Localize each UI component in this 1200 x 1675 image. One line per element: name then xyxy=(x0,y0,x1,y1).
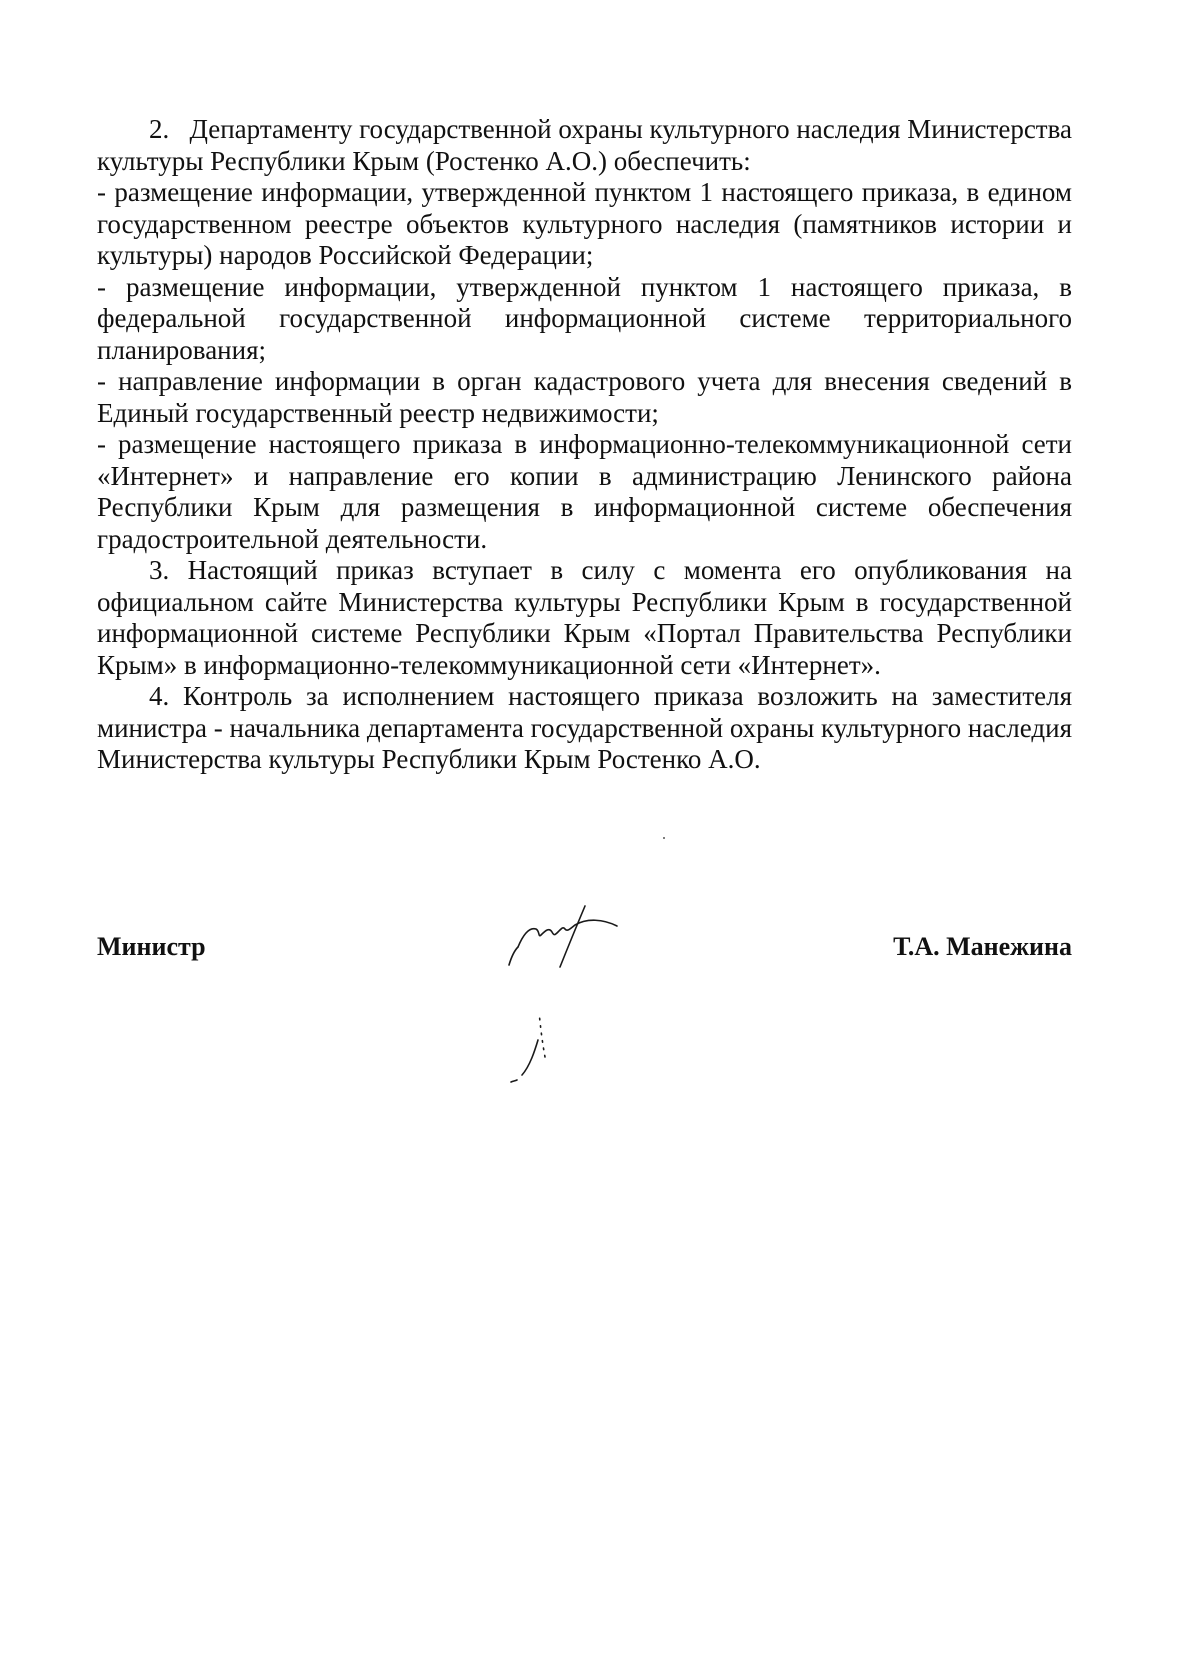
paragraph-bullet-3: - направление информации в орган кадастрового учета для внесения сведений в Единый государственный реестр недвижимости; xyxy=(97,366,1072,428)
handwritten-signature xyxy=(505,905,670,1090)
paragraph-bullet-4: - размещение настоящего приказа в информационно-телекоммуникационной сети «Интернет» и направление его копии в администрацию Ленинского района Республики Крым для размещения в информационной системе обеспечения градостроительной деятельности. xyxy=(97,429,1072,554)
document-body xyxy=(97,114,1072,776)
paragraph-bullet-1: - размещение информации, утвержденной пунктом 1 настоящего приказа, в едином государственном реестре объектов культурного наследия (памятников истории и культуры) народов Российской Федерации; xyxy=(97,177,1072,270)
paragraph-item-3: 3. Настоящий приказ вступает в силу с момента его опубликования на официальном сайте Министерства культуры Республики Крым в государственной информационной системе Республики Крым «Портал Правительства Республики Крым» в информационно-телекоммуникационной сети «Интернет». xyxy=(97,555,1072,680)
paragraph-item-4: 4. Контроль за исполнением настоящего приказа возложить на заместителя министра - начальника департамента государственной охраны культурного наследия Министерства культуры Республики Крым Ростенко А.О. xyxy=(97,681,1072,774)
signatory-title: Министр xyxy=(97,932,206,961)
scan-speck xyxy=(663,837,665,839)
signatory-name: Т.А. Манежина xyxy=(893,932,1072,961)
paragraph-bullet-2: - размещение информации, утвержденной пунктом 1 настоящего приказа, в федеральной государственной информационной системе территориального планирования; xyxy=(97,271,1072,365)
paragraph-item-2: 2. Департаменту государственной охраны культурного наследия Министерства культуры Республики Крым (Ростенко А.О.) обеспечить: xyxy=(97,114,1072,176)
